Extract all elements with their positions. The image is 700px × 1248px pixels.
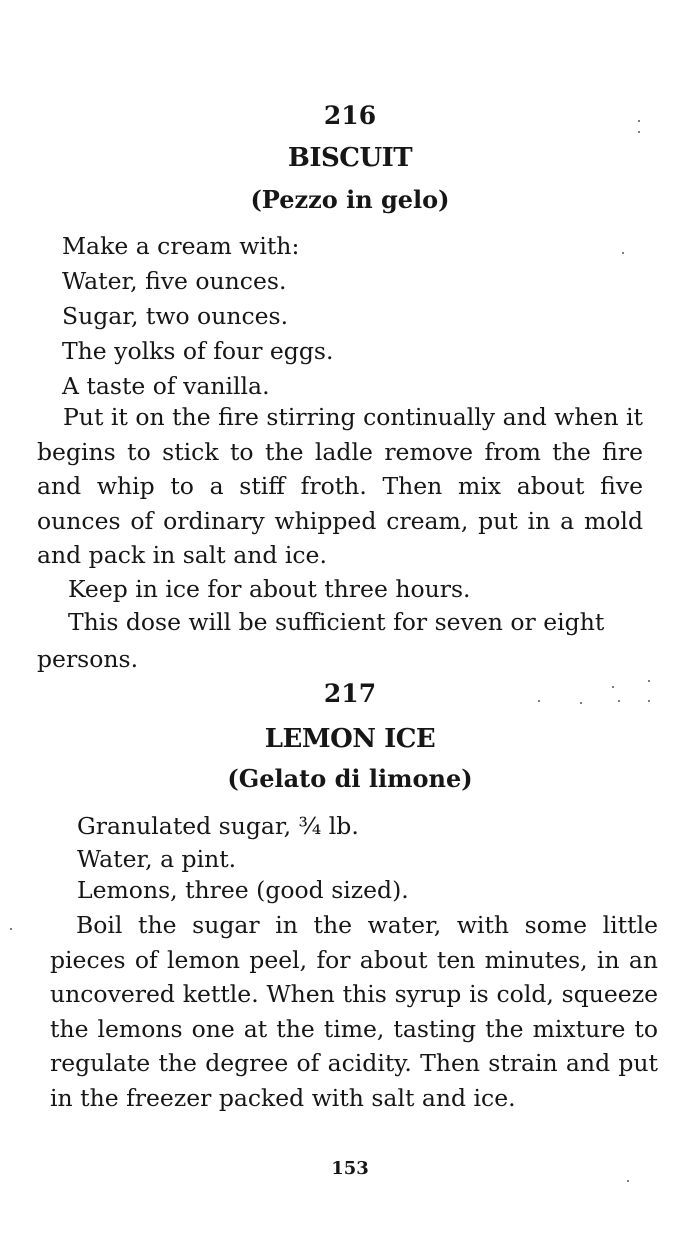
ink-speck	[648, 680, 650, 682]
recipe-title: LEMON ICE	[264, 724, 436, 754]
ingredient-line: Water, a pint.	[77, 845, 237, 873]
recipe-number: 217	[323, 679, 377, 708]
ink-speck	[638, 131, 640, 133]
recipe-subtitle: (Pezzo in gelo)	[250, 185, 450, 214]
ingredient-line: Granulated sugar, ¾ lb.	[77, 812, 359, 840]
method-text: Put it on the fire stirring continually and when it begins to stick to the ladle remove from the fire and whip to a stiff froth. Then mix about five ounces of ordinary whipped cream, put in a mold and pack in salt and ice.	[37, 403, 643, 569]
ingredient-line: Make a cream with:	[62, 232, 300, 260]
ingredient-line: Water, five ounces.	[62, 267, 287, 295]
note-line: Keep in ice for about three hours.	[68, 575, 471, 603]
page-number: 153	[331, 1158, 369, 1179]
ingredient-line: Sugar, two ounces.	[62, 302, 289, 330]
ink-speck	[580, 702, 582, 704]
ink-speck	[612, 686, 614, 688]
ink-speck	[10, 928, 12, 930]
method-paragraph	[37, 400, 643, 573]
ingredient-line: The yolks of four eggs.	[62, 337, 334, 365]
ink-speck	[538, 700, 540, 702]
recipe-title: BISCUIT	[287, 143, 413, 173]
ink-speck	[627, 1180, 629, 1182]
ink-speck	[618, 700, 620, 702]
ink-speck	[622, 252, 624, 254]
ingredient-line: A taste of vanilla.	[62, 372, 270, 400]
ink-speck	[648, 700, 650, 702]
note-line: persons.	[37, 645, 139, 673]
recipe-subtitle: (Gelato di limone)	[227, 764, 473, 793]
method-text: Boil the sugar in the water, with some little pieces of lemon peel, for about ten minutes, in an uncovered kettle. When this syrup is cold, squeeze the lemons one at the time, tasting the mixture to regulate the degree of acidity. Then strain and put in the freezer packed with salt and ice.	[50, 911, 658, 1112]
ink-speck	[638, 120, 640, 122]
note-line: This dose will be sufficient for seven or eight	[68, 608, 605, 636]
ingredient-line: Lemons, three (good sized).	[77, 876, 409, 904]
method-paragraph	[50, 908, 658, 1115]
recipe-number: 216	[323, 101, 377, 130]
